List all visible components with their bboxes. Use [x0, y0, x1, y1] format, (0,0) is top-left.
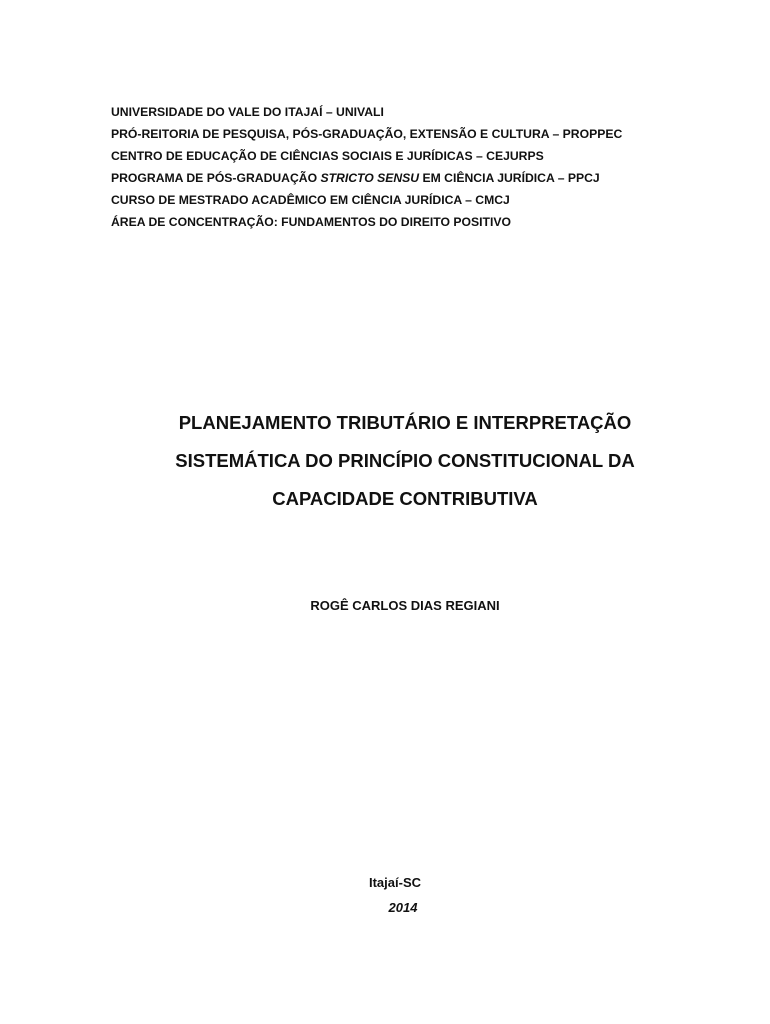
document-title [60, 404, 750, 518]
course-name: CURSO DE MESTRADO ACADÊMICO EM CIÊNCIA JURÍDICA – CMCJ [111, 193, 510, 207]
pro-rectorate-name: PRÓ-REITORIA DE PESQUISA, PÓS-GRADUAÇÃO, EXTENSÃO E CULTURA – PROPPEC [111, 127, 623, 141]
place-name: Itajaí-SC [368, 875, 421, 890]
author-name: ROGÊ CARLOS DIAS REGIANI [310, 598, 500, 613]
concentration-area: ÁREA DE CONCENTRAÇÃO: FUNDAMENTOS DO DIREITO POSITIVO [111, 215, 511, 229]
university-name: UNIVERSIDADE DO VALE DO ITAJAÍ – UNIVALI [111, 105, 384, 119]
institution-header [111, 101, 711, 233]
title-line-2: SISTEMÁTICA DO PRINCÍPIO CONSTITUCIONAL DA [175, 450, 635, 471]
publication-year: 2014 [388, 900, 418, 915]
title-line-1: PLANEJAMENTO TRIBUTÁRIO E INTERPRETAÇÃO [178, 412, 632, 433]
program-prefix: PROGRAMA DE PÓS-GRADUAÇÃO [111, 171, 321, 185]
title-line-3: CAPACIDADE CONTRIBUTIVA [272, 488, 538, 509]
program-stricto-sensu: STRICTO SENSU [320, 171, 420, 185]
center-name: CENTRO DE EDUCAÇÃO DE CIÊNCIAS SOCIAIS E JURÍDICAS – CEJURPS [111, 149, 544, 163]
program-suffix: EM CIÊNCIA JURÍDICA – PPCJ [419, 171, 600, 185]
program-name [111, 167, 711, 189]
